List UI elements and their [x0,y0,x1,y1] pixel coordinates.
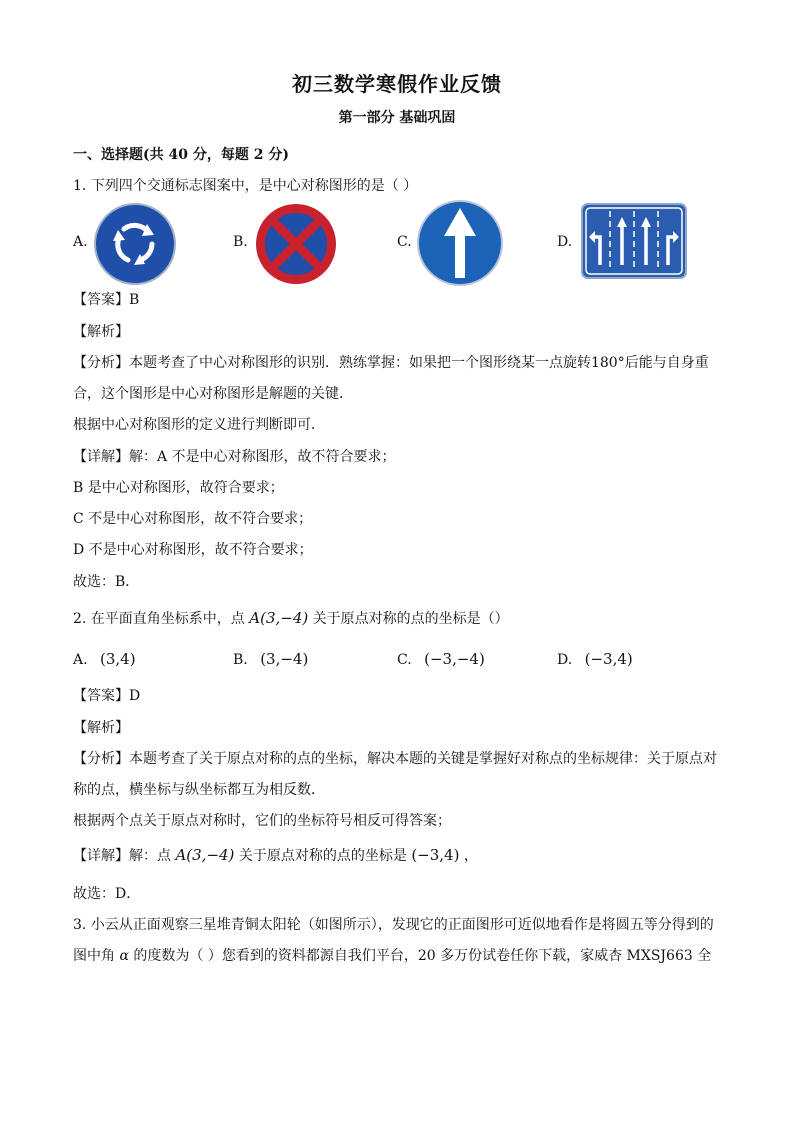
q1-detail-line-1: 【详解】解：A 不是中心对称图形，故不符合要求； [73,449,396,465]
section-heading: 一、选择题(共 40 分，每题 2 分) [73,147,289,163]
q2-analysis-heading: 【解析】 [73,720,129,736]
q2-conclusion: 故选：D． [73,886,141,902]
q1-option-c-label: C. [397,234,412,250]
q2-option-a-label: A. [73,652,88,668]
q3-line-2 [73,947,711,965]
q1-option-d-label: D. [557,234,573,250]
q2-detail-prefix: 【详解】解：点 [73,848,171,864]
q2-stem-suffix: 关于原点对称的点的坐标是（） [312,611,509,627]
q1-detail-line-3: C 不是中心对称图形，故不符合要求； [73,511,313,527]
q2-answer: 【答案】D [73,688,141,704]
q1-analysis-line-3: 根据中心对称图形的定义进行判断即可． [73,417,325,433]
q2-option-b [233,650,308,668]
q1-analysis-line-2: 合，这个图形是中心对称图形是解题的关键． [73,386,353,402]
q1-analysis-heading: 【解析】 [73,324,129,340]
q2-detail-end: ， [463,848,478,864]
q2-analysis-line-1: 【分析】本题考查了关于原点对称的点的坐标，解决本题的关键是掌握好对称点的坐标规律：关于原点对 [73,751,717,767]
no-parking-sign-icon [253,202,339,286]
page-title: 初三数学寒假作业反馈 [292,72,502,96]
q2-detail [73,846,478,865]
q3-line-2-suffix: 的度数为（ ）您看到的资料都源自我们平台，20 多万份试卷任你下载，家威杏 MXSJ663 全 [133,948,712,964]
q2-option-b-label: B. [233,652,248,668]
q1-analysis-line-1: 【分析】本题考查了中心对称图形的识别．熟练掌握：如果把一个图形绕某一点旋转180°后能与自身重 [73,355,709,371]
q3-alpha: α [119,948,129,964]
q1-detail-line-4: D 不是中心对称图形，故不符合要求； [73,542,313,558]
q2-option-a [73,650,136,668]
q2-option-c [397,650,485,668]
q2-option-b-value: (3,−4) [260,650,309,668]
q1-stem: 1. 下列四个交通标志图案中，是中心对称图形的是（ ） [73,178,418,194]
q2-stem [73,609,509,628]
q2-analysis-line-3: 根据两个点关于原点对称时，它们的坐标符号相反可得答案； [73,813,451,829]
q2-option-d-label: D. [557,652,573,668]
lane-direction-sign-icon [581,203,687,279]
q1-option-b-label: B. [233,234,248,250]
q2-option-d-value: (−3,4) [584,650,633,668]
q3-line-1: 3. 小云从正面观察三星堆青铜太阳轮（如图所示），发现它的正面图形可近似地看作是将圆五等分得到的 [73,917,714,933]
q2-point: A(3,−4) [249,609,309,627]
q2-detail-result: (−3,4) [411,846,460,864]
roundabout-sign-icon [92,202,178,286]
q3-line-2-prefix: 图中角 [73,948,115,964]
q2-option-a-value: (3,4) [100,650,136,668]
q1-detail-line-2: B 是中心对称图形，故符合要求； [73,480,284,496]
q1-option-a-label: A. [73,234,88,250]
q2-stem-prefix: 2. 在平面直角坐标系中，点 [73,611,245,627]
q2-detail-mid: 关于原点对称的点的坐标是 [238,848,407,864]
q1-conclusion: 故选：B． [73,574,140,590]
q2-detail-point: A(3,−4) [175,846,235,864]
q2-option-c-label: C. [397,652,412,668]
q1-answer: 【答案】B [73,292,140,308]
q2-option-d [557,650,633,668]
straight-ahead-sign-icon [416,200,504,286]
q2-option-c-value: (−3,−4) [424,650,485,668]
section-subtitle: 第一部分 基础巩固 [338,110,456,126]
q2-analysis-line-2: 称的点，横坐标与纵坐标都互为相反数． [73,782,325,798]
